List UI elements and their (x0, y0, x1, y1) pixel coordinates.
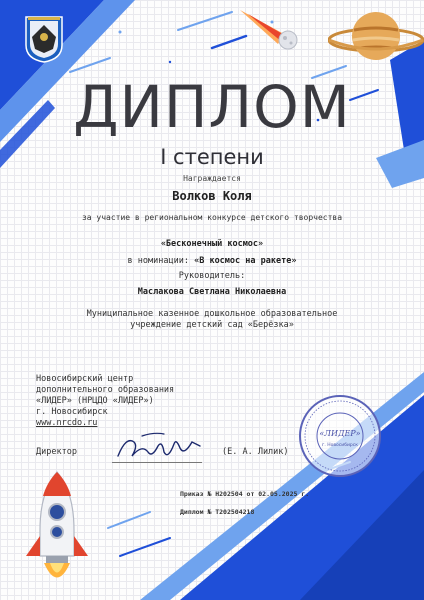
director-label: Директор (36, 447, 77, 457)
diploma-title: ДИПЛОМ (73, 73, 351, 141)
nomination-line (0, 256, 424, 266)
organization-city: г. Новосибирск (36, 407, 108, 417)
streak-line (108, 512, 150, 528)
organization-line: «ЛИДЕР» (НРЦДО «ЛИДЕР») (36, 396, 154, 406)
leader-label: Руководитель: (178, 271, 246, 281)
director-name: (Е. А. Лилик) (222, 447, 289, 457)
organization-block (36, 374, 246, 429)
institution-name: Муниципальное казенное дошкольное образовательное учреждение детский сад «Берёзка» (86, 309, 338, 330)
participation-text: за участие в региональном конкурсе детского творчества (81, 213, 343, 222)
diploma-number: Диплом № Т202504218 (180, 508, 255, 516)
stamp-center-text: «ЛИДЕР» (319, 429, 361, 438)
streak-line (178, 12, 232, 30)
diploma-degree: I степени (160, 145, 264, 169)
stamp-city-text: г. Новосибирск (322, 443, 358, 448)
official-stamp (298, 394, 382, 478)
contest-name: «Бесконечный космос» (160, 239, 264, 249)
nomination-prefix: в номинации: (127, 256, 189, 266)
awarded-label: Награждается (183, 174, 241, 183)
rocket-illustration (22, 470, 92, 592)
leader-name: Маслакова Светлана Николаевна (137, 287, 287, 297)
coat-of-arms-emblem (24, 15, 64, 63)
recipient-name: Волков Коля (172, 189, 252, 203)
nomination-name: «В космос на ракете» (194, 256, 297, 266)
signature-line (112, 462, 202, 463)
organization-website-link[interactable]: www.nrcdo.ru (36, 418, 98, 428)
streak-line (120, 538, 170, 556)
organization-line: Новосибирский центр (36, 374, 134, 384)
organization-line: дополнительного образования (36, 385, 175, 395)
director-signature (112, 430, 208, 464)
star (169, 61, 171, 63)
comet-illustration (238, 4, 304, 52)
order-number: Приказ № Н202504 от 02.05.2025 г. (180, 490, 310, 498)
star (119, 31, 122, 34)
saturn-planet-illustration (328, 0, 424, 72)
